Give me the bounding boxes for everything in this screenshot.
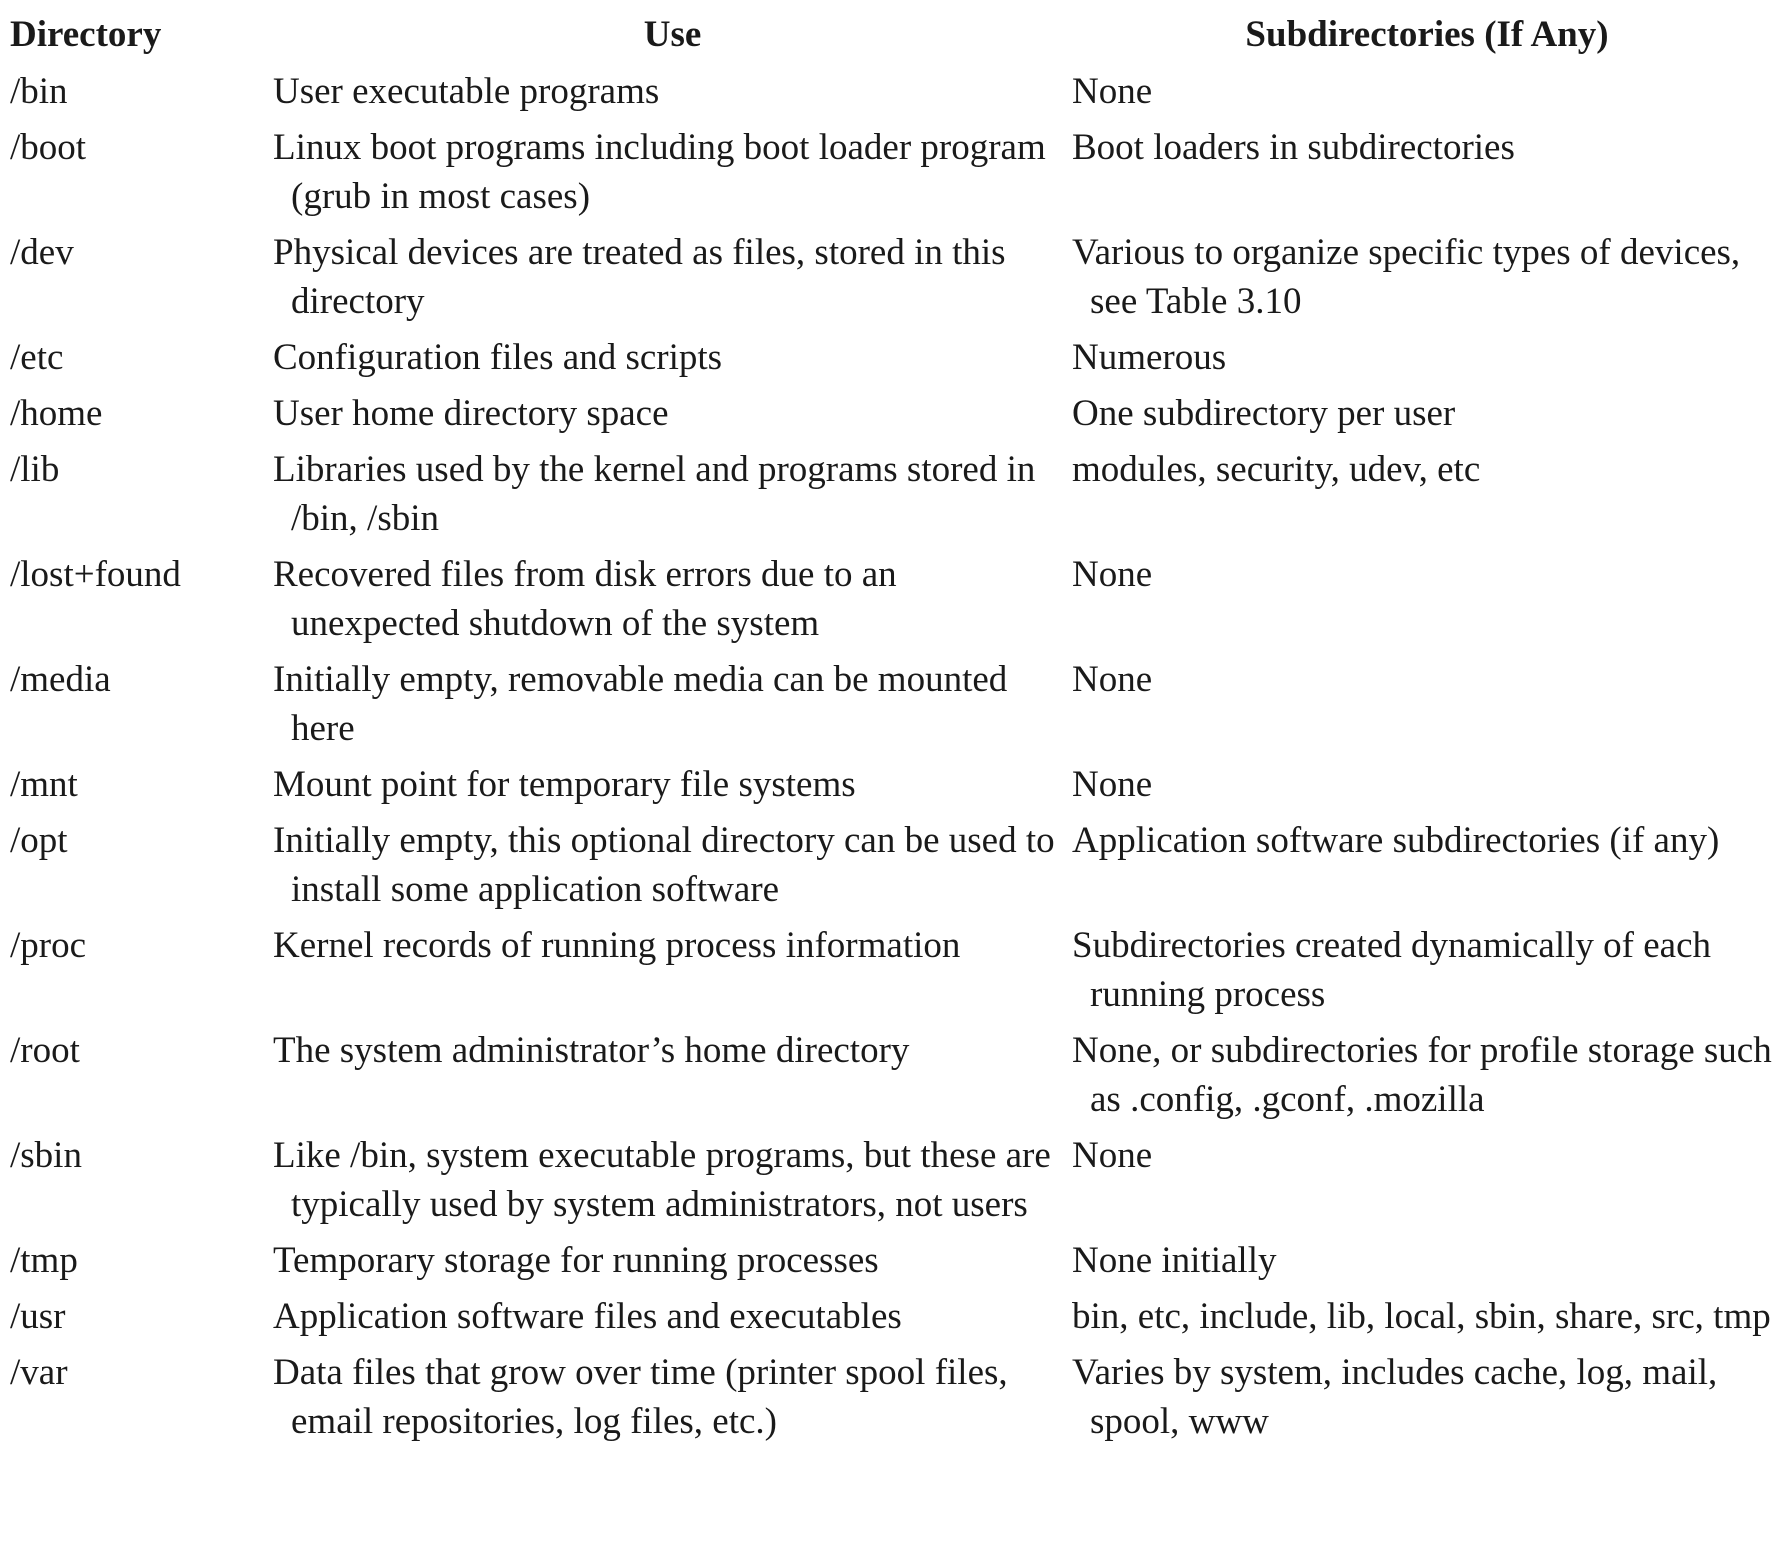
cell-directory xyxy=(10,1131,273,1236)
cell-directory xyxy=(10,921,273,1026)
cell-use xyxy=(273,67,1072,123)
cell-use xyxy=(273,1131,1072,1236)
use-text: User executable programs xyxy=(273,71,660,112)
directory-text: /media xyxy=(10,659,111,700)
subdirectories-text: Various to organize specific types of devices, see Table 3.10 xyxy=(1072,232,1741,322)
directory-table xyxy=(10,6,1782,1453)
cell-subdirectories xyxy=(1072,1292,1782,1348)
table-row xyxy=(10,1236,1782,1292)
cell-use xyxy=(273,1292,1072,1348)
cell-subdirectories xyxy=(1072,228,1782,333)
cell-subdirectories xyxy=(1072,1348,1782,1453)
directory-text: /tmp xyxy=(10,1240,78,1281)
cell-directory xyxy=(10,816,273,921)
subdirectories-text: modules, security, udev, etc xyxy=(1072,449,1481,490)
cell-subdirectories xyxy=(1072,921,1782,1026)
subdirectories-text: One subdirectory per user xyxy=(1072,393,1456,434)
cell-use xyxy=(273,1236,1072,1292)
use-text: Configuration files and scripts xyxy=(273,337,723,378)
table-row xyxy=(10,760,1782,816)
cell-subdirectories xyxy=(1072,816,1782,921)
use-text: Kernel records of running process information xyxy=(273,925,961,966)
cell-use xyxy=(273,550,1072,655)
use-text: Recovered files from disk errors due to an unexpected shutdown of the system xyxy=(273,554,897,644)
directory-text: /var xyxy=(10,1352,68,1393)
cell-directory xyxy=(10,228,273,333)
table-row xyxy=(10,67,1782,123)
cell-subdirectories xyxy=(1072,1236,1782,1292)
table-row xyxy=(10,1348,1782,1453)
cell-subdirectories xyxy=(1072,389,1782,445)
table-row xyxy=(10,389,1782,445)
cell-directory xyxy=(10,1348,273,1453)
cell-use xyxy=(273,228,1072,333)
cell-subdirectories xyxy=(1072,445,1782,550)
use-text: Application software files and executables xyxy=(273,1296,902,1337)
table-row xyxy=(10,333,1782,389)
use-text: The system administrator’s home directory xyxy=(273,1030,910,1071)
cell-subdirectories xyxy=(1072,67,1782,123)
directory-text: /lost+found xyxy=(10,554,181,595)
cell-use xyxy=(273,389,1072,445)
cell-use xyxy=(273,445,1072,550)
use-text: Linux boot programs including boot loader program (grub in most cases) xyxy=(273,127,1046,217)
cell-use xyxy=(273,1026,1072,1131)
cell-subdirectories xyxy=(1072,123,1782,228)
cell-subdirectories xyxy=(1072,550,1782,655)
table-body xyxy=(10,67,1782,1453)
directory-text: /dev xyxy=(10,232,74,273)
subdirectories-text: None initially xyxy=(1072,1240,1277,1281)
cell-use xyxy=(273,655,1072,760)
directory-text: /root xyxy=(10,1030,80,1071)
cell-directory xyxy=(10,1026,273,1131)
subdirectories-text: None xyxy=(1072,1135,1153,1176)
subdirectories-text: None xyxy=(1072,659,1153,700)
directory-text: /etc xyxy=(10,337,64,378)
cell-directory xyxy=(10,389,273,445)
table-row xyxy=(10,1131,1782,1236)
use-text: Initially empty, this optional directory can be used to install some application software xyxy=(273,820,1055,910)
table-row xyxy=(10,123,1782,228)
cell-subdirectories xyxy=(1072,760,1782,816)
cell-directory xyxy=(10,123,273,228)
cell-subdirectories xyxy=(1072,333,1782,389)
header-use: Use xyxy=(643,14,702,55)
cell-subdirectories xyxy=(1072,655,1782,760)
cell-use xyxy=(273,816,1072,921)
directory-text: /usr xyxy=(10,1296,66,1337)
cell-subdirectories xyxy=(1072,1131,1782,1236)
table-row xyxy=(10,1292,1782,1348)
directory-text: /bin xyxy=(10,71,68,112)
cell-use xyxy=(273,123,1072,228)
directory-text: /lib xyxy=(10,449,60,490)
subdirectories-text: None xyxy=(1072,554,1153,595)
table-row xyxy=(10,228,1782,333)
subdirectories-text: None, or subdirectories for profile storage such as .config, .gconf, .mozilla xyxy=(1072,1030,1772,1120)
cell-directory xyxy=(10,1236,273,1292)
subdirectories-text: bin, etc, include, lib, local, sbin, share, src, tmp xyxy=(1072,1296,1771,1337)
header-subdirectories: Subdirectories (If Any) xyxy=(1245,14,1609,55)
cell-use xyxy=(273,760,1072,816)
cell-directory xyxy=(10,333,273,389)
cell-directory xyxy=(10,445,273,550)
directory-text: /home xyxy=(10,393,103,434)
subdirectories-text: Varies by system, includes cache, log, mail, spool, www xyxy=(1072,1352,1718,1442)
cell-directory xyxy=(10,1292,273,1348)
cell-use xyxy=(273,1348,1072,1453)
table-row xyxy=(10,655,1782,760)
use-text: Temporary storage for running processes xyxy=(273,1240,879,1281)
subdirectories-text: Application software subdirectories (if any) xyxy=(1072,820,1720,861)
use-text: User home directory space xyxy=(273,393,669,434)
directory-text: /sbin xyxy=(10,1135,82,1176)
subdirectories-text: None xyxy=(1072,764,1153,805)
table-row xyxy=(10,1026,1782,1131)
cell-use xyxy=(273,921,1072,1026)
use-text: Physical devices are treated as files, stored in this directory xyxy=(273,232,1006,322)
table-row xyxy=(10,921,1782,1026)
cell-directory xyxy=(10,655,273,760)
cell-subdirectories xyxy=(1072,1026,1782,1131)
directory-text: /proc xyxy=(10,925,87,966)
subdirectories-text: None xyxy=(1072,71,1153,112)
subdirectories-text: Numerous xyxy=(1072,337,1227,378)
cell-use xyxy=(273,333,1072,389)
use-text: Initially empty, removable media can be mounted here xyxy=(273,659,1008,749)
cell-directory xyxy=(10,67,273,123)
table-row xyxy=(10,816,1782,921)
subdirectories-text: Subdirectories created dynamically of each running process xyxy=(1072,925,1711,1015)
table-row xyxy=(10,445,1782,550)
header-directory: Directory xyxy=(10,14,162,55)
directory-text: /opt xyxy=(10,820,68,861)
use-text: Data files that grow over time (printer spool files, email repositories, log files, etc.) xyxy=(273,1352,1008,1442)
use-text: Like /bin, system executable programs, but these are typically used by system administrators, not users xyxy=(273,1135,1051,1225)
directory-text: /mnt xyxy=(10,764,78,805)
use-text: Libraries used by the kernel and programs stored in /bin, /sbin xyxy=(273,449,1036,539)
table-row xyxy=(10,550,1782,655)
cell-directory xyxy=(10,550,273,655)
table-header-row xyxy=(10,6,1782,67)
subdirectories-text: Boot loaders in subdirectories xyxy=(1072,127,1515,168)
use-text: Mount point for temporary file systems xyxy=(273,764,856,805)
cell-directory xyxy=(10,760,273,816)
directory-text: /boot xyxy=(10,127,87,168)
